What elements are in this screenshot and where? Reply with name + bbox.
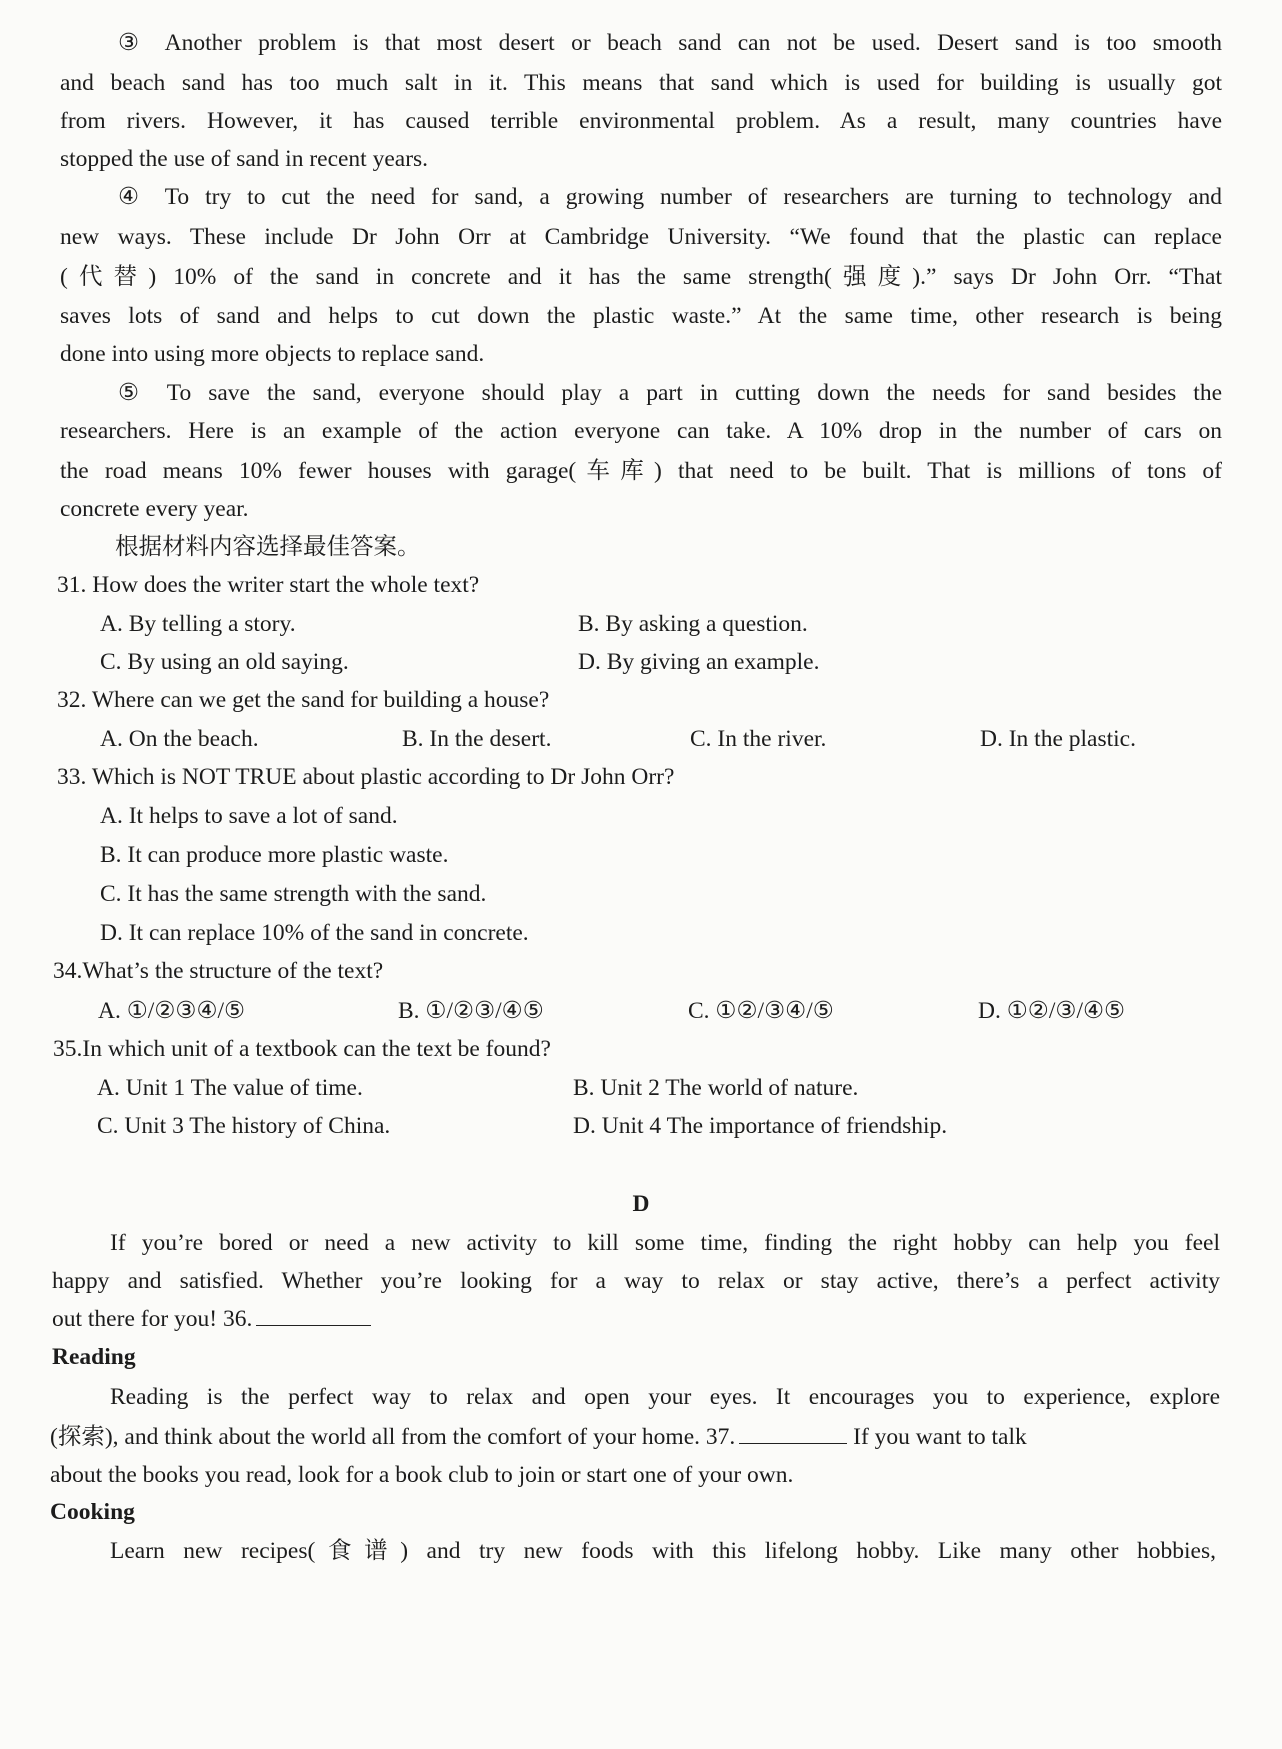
p5-line-1: ⑤ To save the sand, everyone should play a part in cutting down the needs for sand besides the — [118, 380, 1222, 406]
p3-line-3: from rivers. However, it has caused terrible environmental problem. As a result, many countries have — [60, 108, 1222, 134]
question-31-option-a: A. By telling a story. — [100, 611, 296, 637]
question-33-option-d: D. It can replace 10% of the sand in concrete. — [100, 920, 529, 946]
question-34-option-a: A. ①/②③④/⑤ — [98, 998, 246, 1024]
question-32-option-c: C. In the river. — [690, 726, 827, 752]
passage-d-intro-line-2: happy and satisfied. Whether you’re looking for a way to relax or stay active, there’s a perfect activity — [52, 1268, 1220, 1294]
reading-line-2 — [0, 1416, 1282, 1458]
question-33-stem: 33. Which is NOT TRUE about plastic according to Dr John Orr? — [57, 764, 675, 790]
cooking-title: Cooking — [50, 1499, 135, 1525]
p3-line-2: and beach sand has too much salt in it. This means that sand which is used for building is usually got — [60, 70, 1222, 96]
reading-line-3: about the books you read, look for a book club to join or start one of your own. — [50, 1462, 794, 1488]
question-32-option-d: D. In the plastic. — [980, 726, 1136, 752]
passage-d-intro-line-1: If you’re bored or need a new activity to kill some time, finding the right hobby can help you feel — [110, 1230, 1220, 1256]
question-35-stem: 35.In which unit of a textbook can the text be found? — [53, 1036, 551, 1062]
question-32-option-b: B. In the desert. — [402, 726, 552, 752]
p4-line-4: saves lots of sand and helps to cut down the plastic waste.” At the same time, other research is being — [60, 303, 1222, 329]
question-35-option-c: C. Unit 3 The history of China. — [97, 1113, 391, 1139]
question-31-option-d: D. By giving an example. — [578, 649, 820, 675]
reading-line-2-text-b: If you want to talk — [853, 1424, 1027, 1450]
reading-line-2-text-a: (探索), and think about the world all from the comfort of your home. 37. — [50, 1424, 736, 1450]
cooking-line-1: Learn new recipes(食谱) and try new foods with this lifelong hobby. Like many other hobbies, — [110, 1538, 1216, 1564]
instruction: 根据材料内容选择最佳答案。 — [115, 534, 421, 560]
p5-line-3: the road means 10% fewer houses with garage(车库) that need to be built. That is millions of tons of — [60, 458, 1222, 484]
passage-d-heading: D — [632, 1191, 650, 1217]
p5-line-4: concrete every year. — [60, 496, 249, 522]
question-33-option-a: A. It helps to save a lot of sand. — [100, 803, 398, 829]
p4-line-1: ④ To try to cut the need for sand, a growing number of researchers are turning to technology and — [118, 184, 1222, 210]
question-33-option-c: C. It has the same strength with the sand. — [100, 881, 487, 907]
question-35-option-d: D. Unit 4 The importance of friendship. — [573, 1113, 948, 1139]
p3-line-1: ③ Another problem is that most desert or beach sand can not be used. Desert sand is too smooth — [118, 30, 1222, 56]
question-34-option-c: C. ①②/③④/⑤ — [688, 998, 834, 1024]
question-34-option-b: B. ①/②③/④⑤ — [398, 998, 544, 1024]
p5-line-2: researchers. Here is an example of the action everyone can take. A 10% drop in the number of cars on — [60, 418, 1222, 444]
question-32-stem: 32. Where can we get the sand for building a house? — [57, 687, 550, 713]
p4-line-5: done into using more objects to replace sand. — [60, 341, 485, 367]
question-35-option-b: B. Unit 2 The world of nature. — [573, 1075, 859, 1101]
p3-line-4: stopped the use of sand in recent years. — [60, 146, 429, 172]
blank-36 — [256, 1299, 371, 1326]
question-31-stem: 31. How does the writer start the whole text? — [57, 572, 480, 598]
question-31-option-b: B. By asking a question. — [578, 611, 808, 637]
question-31-option-c: C. By using an old saying. — [100, 649, 349, 675]
passage-d-intro-line-3-text: out there for you! 36. — [52, 1306, 253, 1332]
passage-d-intro-line-3 — [0, 1298, 1282, 1340]
question-34-option-d: D. ①②/③/④⑤ — [978, 998, 1126, 1024]
blank-37 — [739, 1417, 847, 1444]
question-34-stem: 34.What’s the structure of the text? — [53, 958, 384, 984]
reading-title: Reading — [52, 1344, 136, 1370]
p4-line-3: (代替) 10% of the sand in concrete and it has the same strength(强度).” says Dr John Orr. “That — [60, 264, 1222, 290]
question-33-option-b: B. It can produce more plastic waste. — [100, 842, 449, 868]
question-35-option-a: A. Unit 1 The value of time. — [97, 1075, 363, 1101]
question-32-option-a: A. On the beach. — [100, 726, 259, 752]
reading-line-1: Reading is the perfect way to relax and open your eyes. It encourages you to experience, explore — [110, 1384, 1220, 1410]
p4-line-2: new ways. These include Dr John Orr at Cambridge University. “We found that the plastic can replace — [60, 224, 1222, 250]
